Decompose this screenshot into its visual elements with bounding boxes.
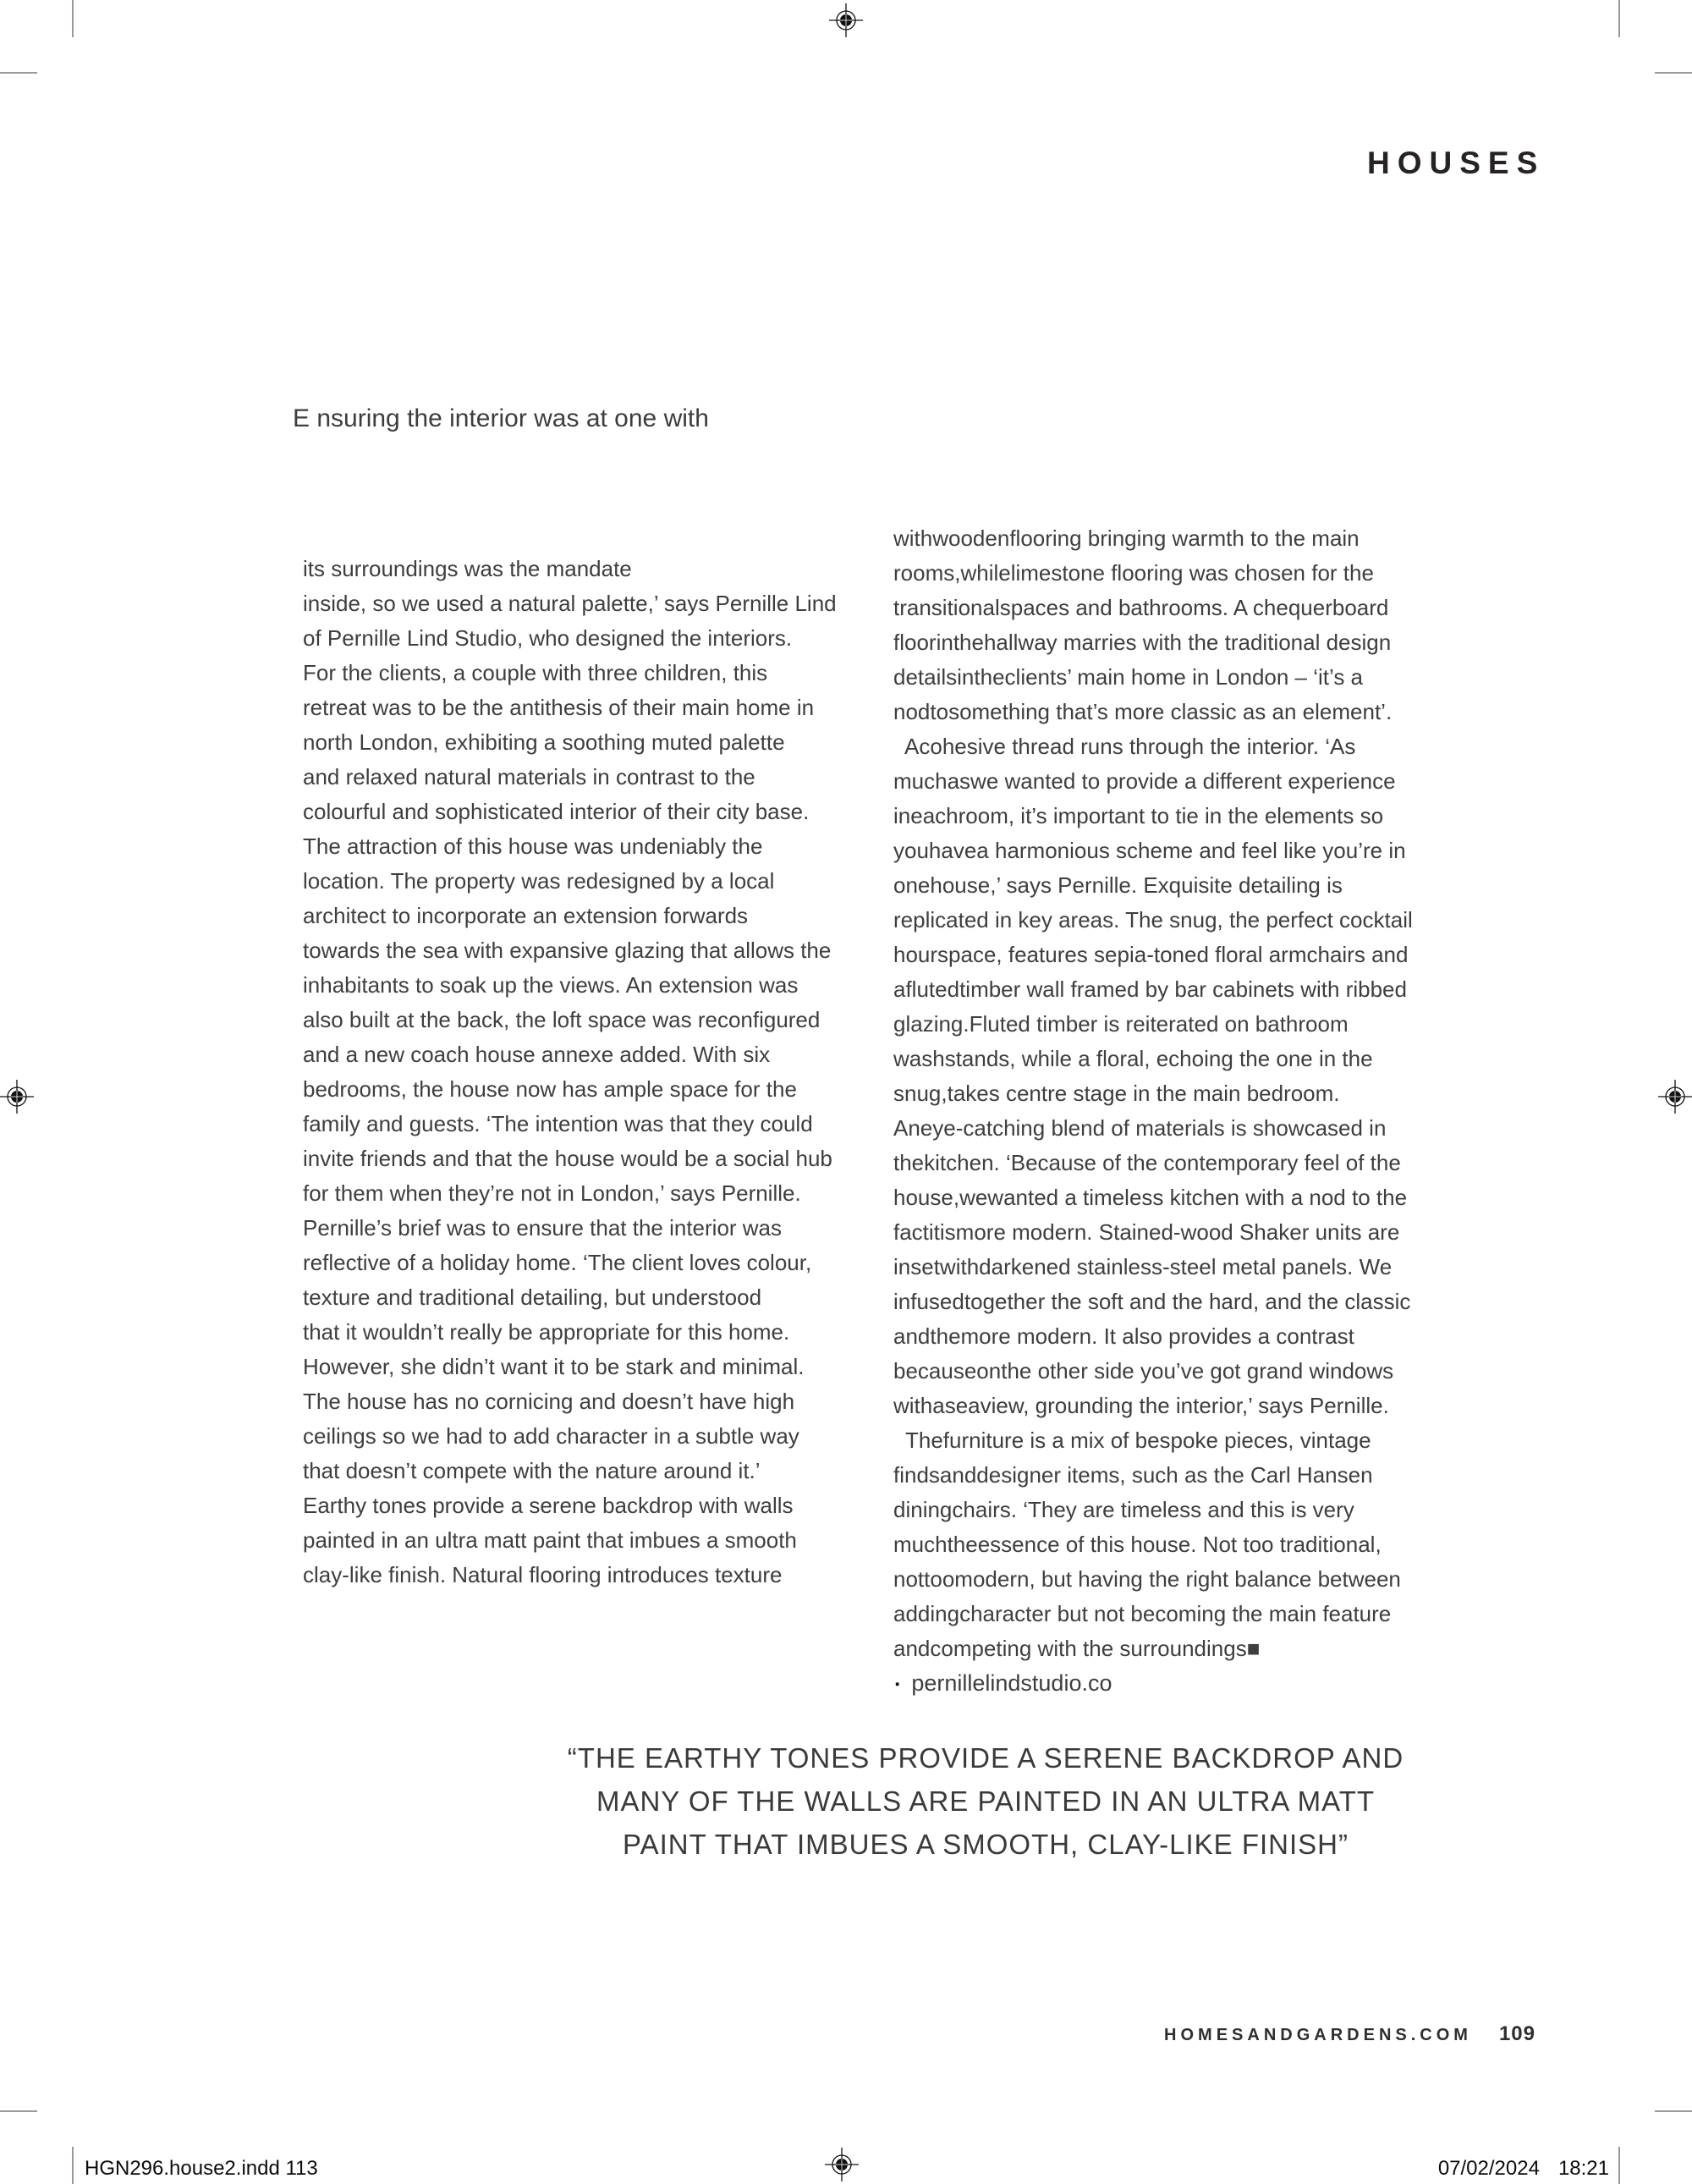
text-line: also built at the back, the loft space was reconfigured <box>303 1007 821 1032</box>
text-line: Aneye-catching blend of materials is showcased in <box>893 1115 1387 1141</box>
text-line: withwoodenflooring bringing warmth to the main <box>893 525 1360 551</box>
text-line: muchtheessence of this house. Not too traditional, <box>893 1532 1382 1557</box>
crop-mark <box>0 2110 37 2112</box>
text-line: detailsintheclients’ main home in London – ‘it’s a <box>893 664 1364 690</box>
text-line: Thefurniture is a mix of bespoke pieces, vintage <box>893 1428 1371 1453</box>
registration-mark-icon <box>823 2146 860 2183</box>
text-line: thekitchen. ‘Because of the contemporary feel of the <box>893 1150 1401 1175</box>
text-line: However, she didn’t want it to be stark and minimal. <box>303 1354 805 1379</box>
registration-mark-icon <box>1656 1078 1692 1115</box>
article-column-right <box>893 521 1486 1666</box>
text-line: that it wouldn’t really be appropriate for this home. <box>303 1319 790 1345</box>
text-line: youhavea harmonious scheme and feel like you’re in <box>893 838 1406 863</box>
square-bullet-icon: ▪ <box>895 1677 900 1692</box>
text-line: glazing.Fluted timber is reiterated on bathroom <box>893 1011 1349 1037</box>
text-line: towards the sea with expansive glazing that allows the <box>303 938 832 963</box>
section-label: HOUSES <box>1367 146 1546 180</box>
text-line: snug,takes centre stage in the main bedroom. <box>893 1081 1340 1106</box>
crop-mark <box>1655 72 1692 74</box>
text-line: nottoomodern, but having the right balance between <box>893 1566 1401 1592</box>
crop-mark <box>1618 2147 1620 2184</box>
text-line: The house has no cornicing and doesn’t have high <box>303 1389 795 1414</box>
text-line: infusedtogether the soft and the hard, and the classic <box>893 1289 1411 1314</box>
text-line: andthemore modern. It also provides a contrast <box>893 1323 1354 1349</box>
text-line: hourspace, features sepia-toned floral armchairs and <box>893 942 1409 967</box>
registration-mark-icon <box>0 1078 36 1115</box>
text-line: aflutedtimber wall framed by bar cabinets with ribbed <box>893 976 1407 1002</box>
text-line: Pernille’s brief was to ensure that the interior was <box>303 1215 783 1241</box>
text-line: and relaxed natural materials in contrast to the <box>303 764 755 789</box>
page-number: 109 <box>1498 2022 1535 2045</box>
text-line: addingcharacter but not becoming the main feature <box>893 1601 1392 1626</box>
text-line: diningchairs. ‘They are timeless and this is very <box>893 1497 1354 1522</box>
text-line: family and guests. ‘The intention was that they could <box>303 1111 813 1136</box>
text-line: Earthy tones provide a serene backdrop with walls <box>303 1493 794 1518</box>
text-line: muchaswe wanted to provide a different experience <box>893 768 1396 794</box>
text-line: and a new coach house annexe added. With six <box>303 1042 771 1067</box>
text-line: that doesn’t compete with the nature around it.’ <box>303 1458 761 1483</box>
text-line: findsanddesigner items, such as the Carl Hansen <box>893 1462 1373 1488</box>
text-line: inside, so we used a natural palette,’ says Pernille Lind <box>303 591 837 616</box>
text-line: factitismore modern. Stained-wood Shaker units are <box>893 1219 1400 1245</box>
print-slug-time: 18:21 <box>1557 2157 1609 2180</box>
text-line: painted in an ultra matt paint that imbues a smooth <box>303 1527 797 1553</box>
crop-mark <box>1618 0 1620 37</box>
article-column-left <box>303 552 895 1593</box>
crop-mark <box>72 0 74 37</box>
text-line: ceilings so we had to add character in a subtle way <box>303 1423 799 1449</box>
print-slug-filename: HGN296.house2.indd 113 <box>85 2157 318 2180</box>
text-line: replicated in key areas. The snug, the perfect cocktail <box>893 907 1413 932</box>
designer-website: pernillelindstudio.co <box>911 1670 1112 1696</box>
crop-mark <box>72 2147 74 2184</box>
page-footer <box>1164 2022 1535 2046</box>
text-line: transitionalspaces and bathrooms. A chequerboard <box>893 595 1389 620</box>
text-line: of Pernille Lind Studio, who designed the interiors. <box>303 625 793 651</box>
text-line: reflective of a holiday home. ‘The client loves colour, <box>303 1250 812 1275</box>
text-line: floorinthehallway marries with the traditional design <box>893 630 1392 655</box>
text-line: texture and traditional detailing, but understood <box>303 1285 762 1310</box>
text-line: onehouse,’ says Pernille. Exquisite detailing is <box>893 872 1343 898</box>
text-line: withaseaview, grounding the interior,’ says Pernille. <box>893 1393 1389 1418</box>
text-line: architect to incorporate an extension forwards <box>303 903 749 928</box>
text-line: Acohesive thread runs through the interior. ‘As <box>893 734 1356 759</box>
text-line: becauseonthe other side you’ve got grand windows <box>893 1358 1394 1384</box>
text-line: for them when they’re not in London,’ says Pernille. <box>303 1180 801 1206</box>
text-line: For the clients, a couple with three children, this <box>303 660 768 685</box>
text-line: location. The property was redesigned by a local <box>303 868 775 894</box>
footer-website: HOMESANDGARDENS.COM <box>1164 2026 1472 2044</box>
text-line: colourful and sophisticated interior of their city base. <box>303 799 810 824</box>
text-line: ineachroom, it’s important to tie in the elements so <box>893 803 1384 828</box>
text-line: retreat was to be the antithesis of their main home in <box>303 695 815 720</box>
registration-mark-icon <box>827 2 865 39</box>
text-line: The attraction of this house was undeniably the <box>303 833 763 859</box>
article-opening-line: E nsuring the interior was at one with <box>293 404 709 432</box>
text-line: “THE EARTHY TONES PROVIDE A SERENE BACKDROP AND <box>567 1742 1404 1774</box>
crop-mark <box>0 72 37 74</box>
text-line: inhabitants to soak up the views. An extension was <box>303 972 799 998</box>
print-slug-date: 07/02/2024 <box>1437 2157 1540 2180</box>
text-line: clay-like finish. Natural flooring introduces texture <box>303 1562 783 1587</box>
text-line: bedrooms, the house now has ample space for the <box>303 1076 797 1102</box>
crop-mark <box>1655 2110 1692 2112</box>
text-line: washstands, while a floral, echoing the one in the <box>893 1046 1373 1071</box>
text-line: MANY OF THE WALLS ARE PAINTED IN AN ULTRA MATT <box>596 1785 1376 1817</box>
text-line: north London, exhibiting a soothing muted palette <box>303 729 785 755</box>
text-line: andcompeting with the surroundings■ <box>893 1636 1261 1661</box>
pull-quote <box>440 1736 1531 1866</box>
text-line: PAINT THAT IMBUES A SMOOTH, CLAY-LIKE FINISH” <box>623 1829 1349 1860</box>
designer-website-line <box>895 1670 1112 1697</box>
text-line: house,wewanted a timeless kitchen with a nod to the <box>893 1185 1408 1210</box>
text-line: rooms,whilelimestone flooring was chosen for the <box>893 560 1374 586</box>
print-slug-datetime <box>1438 2157 1609 2181</box>
text-line: insetwithdarkened stainless-steel metal panels. We <box>893 1254 1393 1279</box>
text-line: nodtosomething that’s more classic as an element’. <box>893 699 1393 724</box>
text-line: its surroundings was the mandate <box>303 556 632 581</box>
text-line: invite friends and that the house would be a social hub <box>303 1146 832 1171</box>
